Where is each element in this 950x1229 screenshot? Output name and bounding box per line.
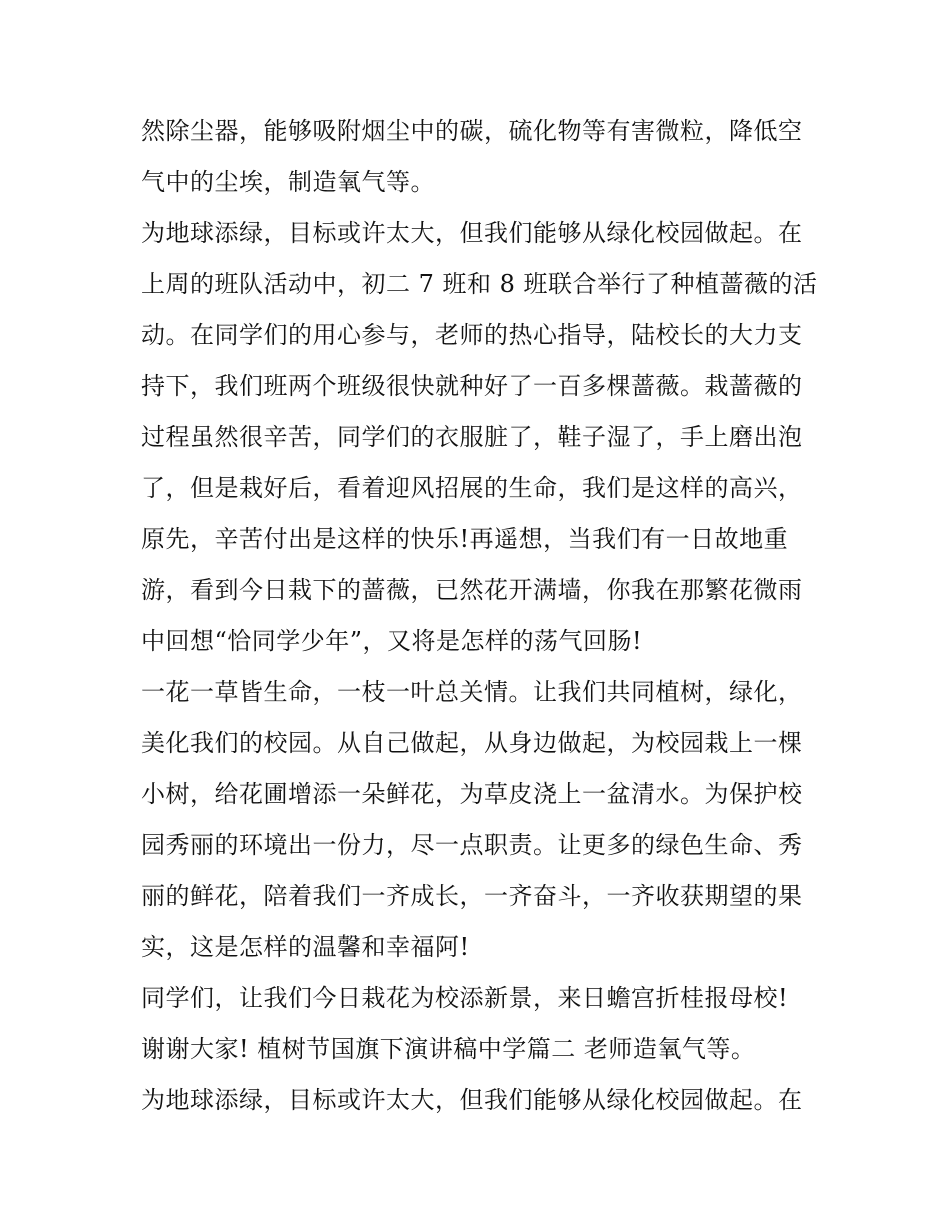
text-line: 实，这是怎样的温馨和幸福阿! (141, 933, 470, 961)
text-line: 为地球添绿，目标或许太大，但我们能够从绿化校园做起。在 (141, 1086, 803, 1114)
text-line: 气中的尘埃，制造氧气等。 (141, 168, 435, 196)
text-line: 中回想“恰同学少年”，又将是怎样的荡气回肠! (141, 627, 643, 655)
body-text (141, 106, 821, 1126)
text-line: 谢谢大家! 植树节国旗下演讲稿中学篇二 老师造氧气等。 (141, 1035, 756, 1063)
text-line: 同学们，让我们今日栽花为校添新景，来日蟾宫折桂报母校! (141, 984, 789, 1012)
text-line: 原先，辛苦付出是这样的快乐!再遥想，当我们有一日故地重 (141, 525, 789, 553)
text-line: 丽的鲜花，陪着我们一齐成长，一齐奋斗，一齐收获期望的果 (141, 882, 803, 910)
text-line: 园秀丽的环境出一份力，尽一点职责。让更多的绿色生命、秀 (141, 831, 803, 859)
text-line: 小树，给花圃增添一朵鲜花，为草皮浇上一盆清水。为保护校 (141, 780, 803, 808)
text-line: 了，但是栽好后，看着迎风招展的生命，我们是这样的高兴， (141, 474, 803, 502)
text-line: 然除尘器，能够吸附烟尘中的碳，硫化物等有害微粒，降低空 (141, 117, 803, 145)
text-line: 游，看到今日栽下的蔷薇，已然花开满墙，你我在那繁花微雨 (141, 576, 803, 604)
text-line: 为地球添绿，目标或许太大，但我们能够从绿化校园做起。在 (141, 219, 803, 247)
text-line: 上周的班队活动中，初二 7 班和 8 班联合举行了种植蔷薇的活 (141, 270, 818, 298)
text-line: 动。在同学们的用心参与，老师的热心指导，陆校长的大力支 (141, 321, 803, 349)
text-line: 持下，我们班两个班级很快就种好了一百多棵蔷薇。栽蔷薇的 (141, 372, 803, 400)
text-line: 一花一草皆生命，一枝一叶总关情。让我们共同植树，绿化， (141, 678, 803, 706)
text-line: 过程虽然很辛苦，同学们的衣服脏了，鞋子湿了，手上磨出泡 (141, 423, 803, 451)
text-line: 美化我们的校园。从自己做起，从身边做起，为校园栽上一棵 (141, 729, 803, 757)
